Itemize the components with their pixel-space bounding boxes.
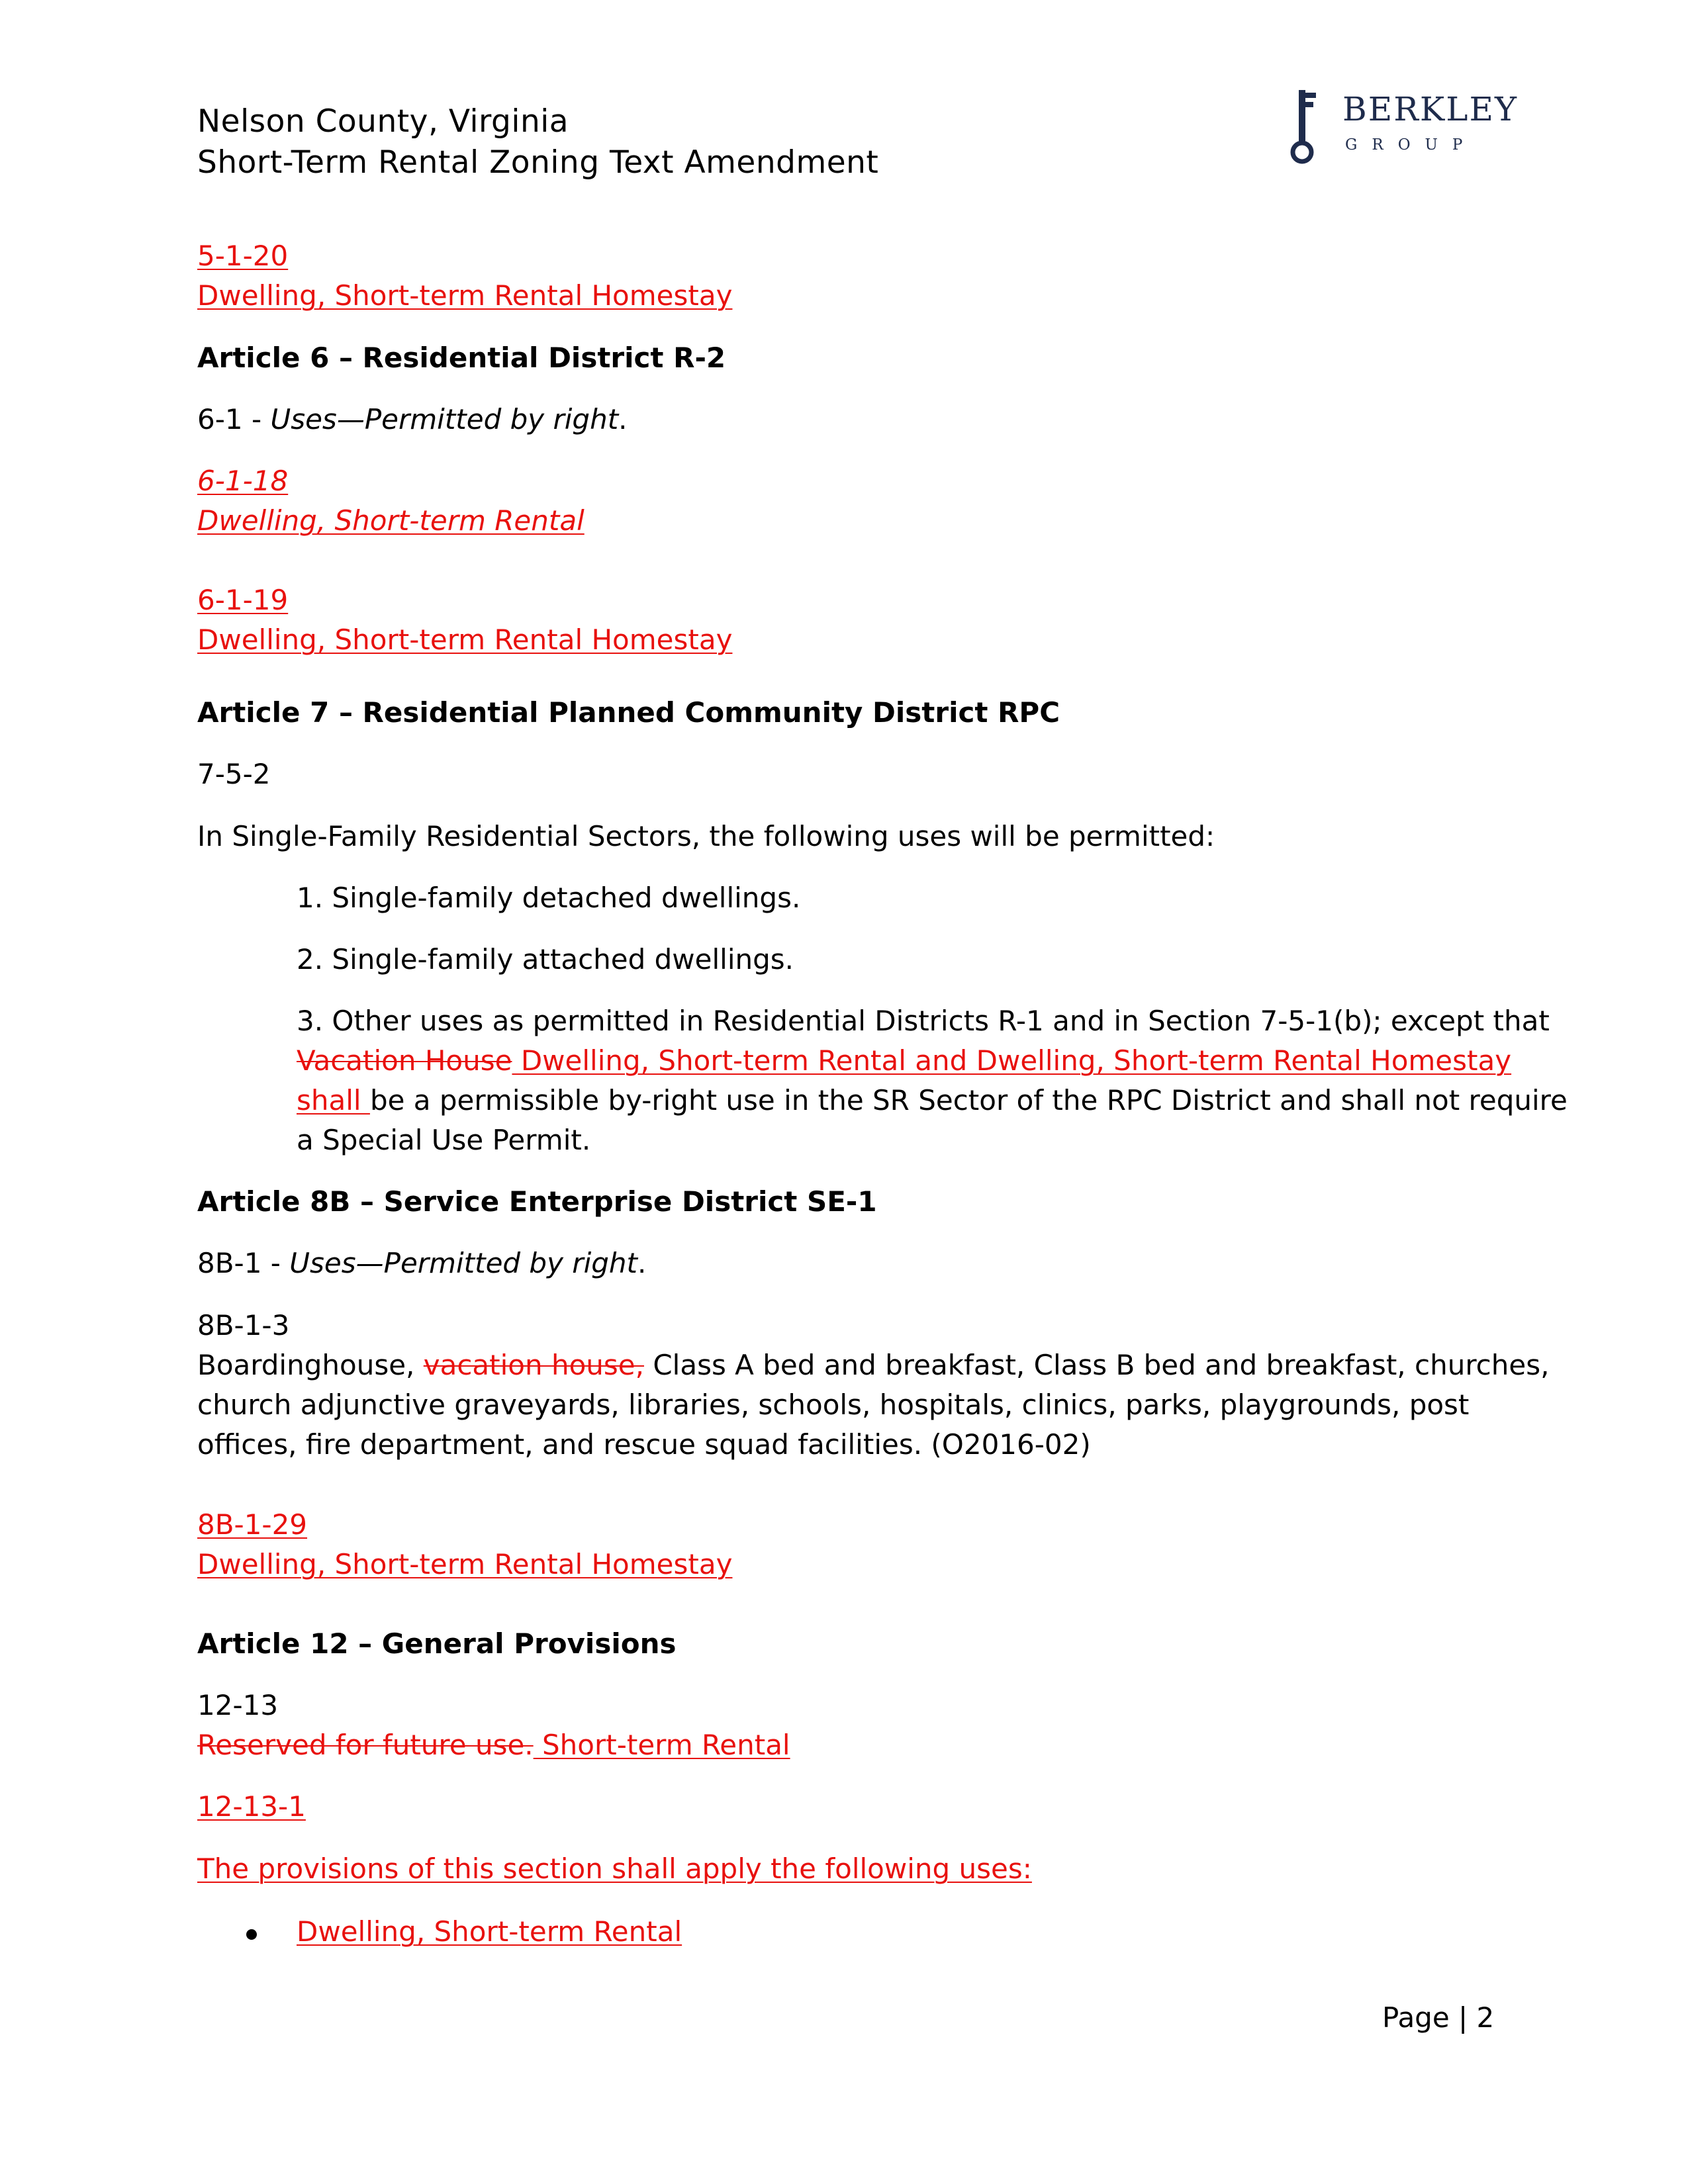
section-12-13-title: [197, 1731, 790, 1759]
section-6-1-number: 6-1 -: [197, 403, 271, 435]
section-8b-1: [197, 1247, 647, 1279]
deleted-vacation-house: Vacation House: [297, 1044, 512, 1077]
list-item-3-line-3: [297, 1084, 1568, 1116]
section-number-12-13: 12-13: [197, 1689, 279, 1721]
article-6-heading: Article 6 – Residential District R-2: [197, 341, 726, 374]
section-6-1-uses: Uses—Permitted by right: [270, 403, 619, 435]
list-item-1: 1. Single-family detached dwellings.: [297, 882, 801, 914]
deleted-reserved-text: Reserved for future use.: [197, 1729, 534, 1761]
inserted-short-term-rental: Short-term Rental: [533, 1729, 790, 1761]
bullet-icon: [246, 1929, 257, 1940]
list-item-2: 2. Single-family attached dwellings.: [297, 943, 794, 976]
deleted-vacation-house: vacation house,: [423, 1349, 644, 1381]
logo-wordmark: BERKLEY: [1342, 90, 1518, 128]
section-8b-1-3-line-3: offices, fire department, and rescue squad facilities. (O2016-02): [197, 1428, 1091, 1461]
section-number-5-1-20: 5-1-20: [197, 240, 289, 272]
section-number-7-5-2: 7-5-2: [197, 758, 271, 790]
key-icon: [1284, 86, 1331, 165]
article-7-heading: Article 7 – Residential Planned Community District RPC: [197, 696, 1060, 729]
page-number: Page | 2: [1382, 2001, 1495, 2034]
inserted-shall: shall: [297, 1084, 370, 1116]
section-12-13-1-text: The provisions of this section shall apply the following uses:: [197, 1852, 1032, 1885]
bullet-item-short-term-rental: Dwelling, Short-term Rental: [297, 1915, 682, 1948]
section-text-5-1-20: Dwelling, Short-term Rental Homestay: [197, 279, 733, 312]
list-item-3-line-2: [297, 1044, 1512, 1077]
boardinghouse-text: Boardinghouse,: [197, 1349, 424, 1381]
list-item-3-line-1: 3. Other uses as permitted in Residential Districts R-1 and in Section 7-5-1(b); except that: [297, 1005, 1550, 1037]
section-number-6-1-19: 6-1-19: [197, 584, 289, 616]
inserted-short-term-rental-uses: Dwelling, Short-term Rental and Dwelling, Short-term Rental Homestay: [512, 1044, 1512, 1077]
section-8b-1-period: .: [637, 1247, 647, 1279]
section-number-8b-1-3: 8B-1-3: [197, 1309, 290, 1342]
section-6-1-period: .: [618, 403, 628, 435]
section-8b-1-number: 8B-1 -: [197, 1247, 290, 1279]
section-number-12-13-1: 12-13-1: [197, 1790, 306, 1823]
article-8b-heading: Article 8B – Service Enterprise District SE-1: [197, 1185, 877, 1218]
berkley-group-logo: [1284, 86, 1518, 165]
document-header-title: Short-Term Rental Zoning Text Amendment: [197, 144, 879, 181]
section-8b-1-uses: Uses—Permitted by right: [289, 1247, 637, 1279]
section-text-6-1-19: Dwelling, Short-term Rental Homestay: [197, 623, 733, 656]
article-12-heading: Article 12 – General Provisions: [197, 1627, 677, 1660]
section-number-8b-1-29: 8B-1-29: [197, 1508, 308, 1541]
list-item-3-line-3-text: be a permissible by-right use in the SR Sector of the RPC District and shall not require: [369, 1084, 1568, 1116]
section-8b-1-3-line-1-rest: Class A bed and breakfast, Class B bed and breakfast, churches,: [643, 1349, 1550, 1381]
logo-subtitle: GROUP: [1345, 136, 1477, 154]
document-header-county: Nelson County, Virginia: [197, 103, 569, 140]
section-7-5-2-intro: In Single-Family Residential Sectors, the following uses will be permitted:: [197, 820, 1215, 852]
section-8b-1-3-line-2: church adjunctive graveyards, libraries, schools, hospitals, clinics, parks, playgrounds, post: [197, 1388, 1470, 1421]
section-text-6-1-18: Dwelling, Short-term Rental: [197, 504, 585, 537]
list-item-3-line-4: a Special Use Permit.: [297, 1124, 591, 1156]
section-8b-1-3-line-1: [197, 1351, 1549, 1379]
section-text-8b-1-29: Dwelling, Short-term Rental Homestay: [197, 1548, 733, 1580]
section-number-6-1-18: 6-1-18: [197, 465, 289, 497]
section-6-1: [197, 403, 628, 435]
